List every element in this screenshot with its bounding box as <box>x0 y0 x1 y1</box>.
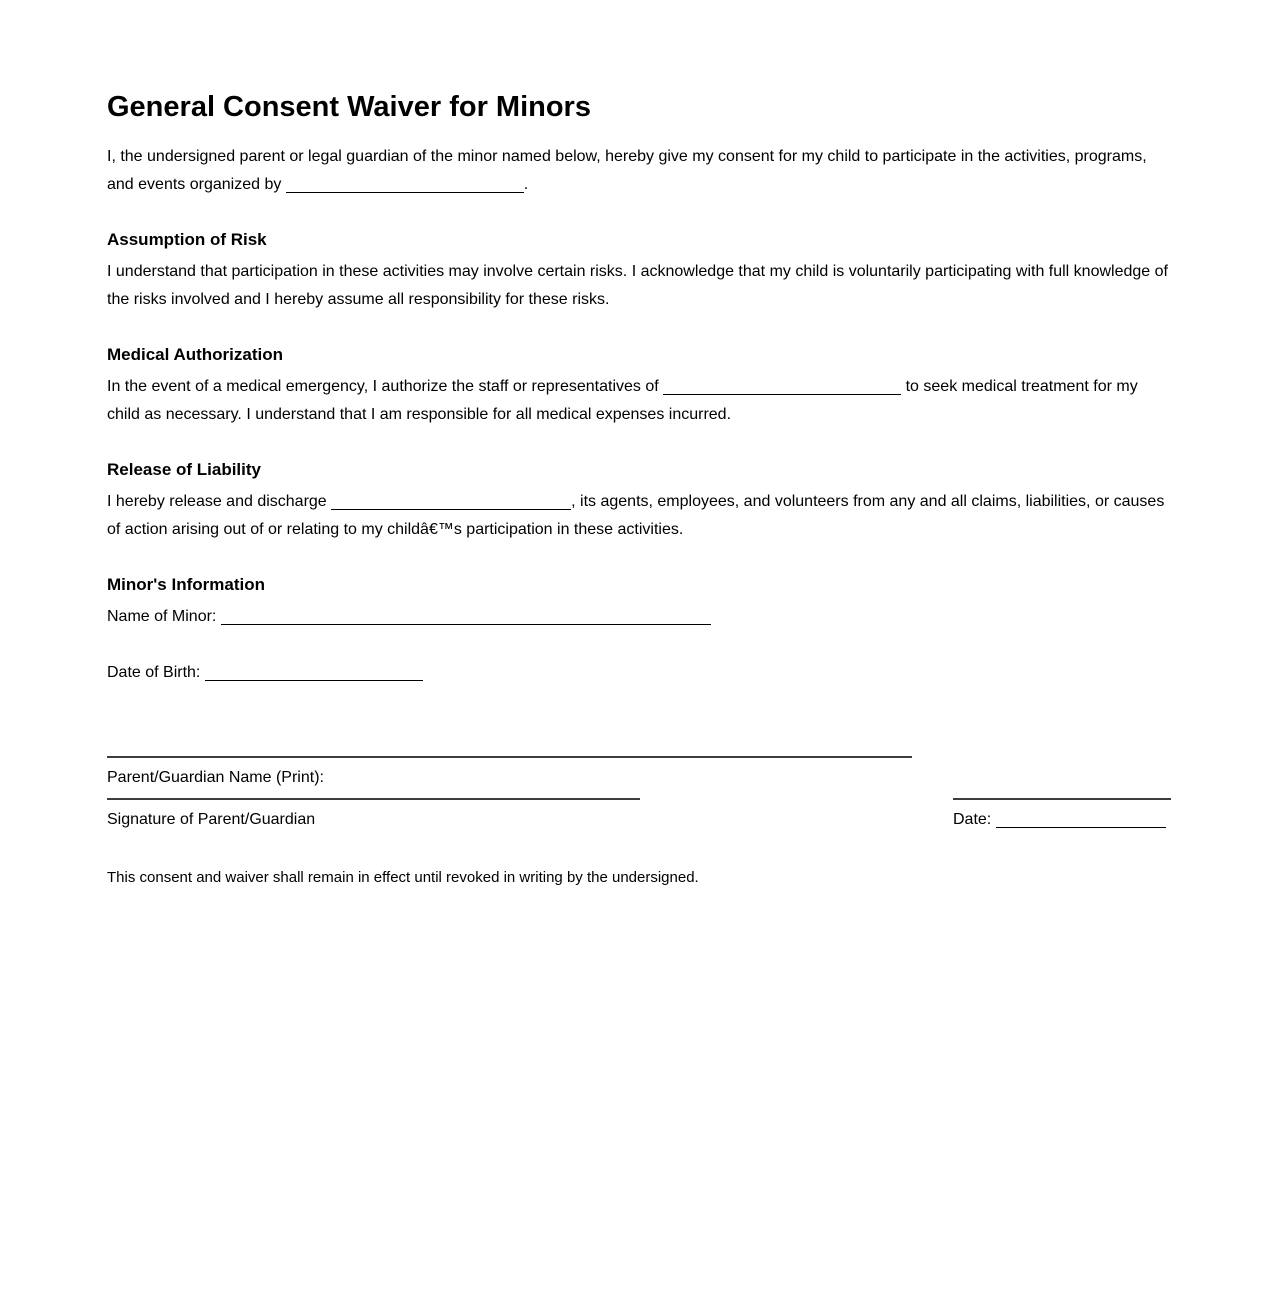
medical-text-after-blank: to seek medical treatment for my child as necessary. I understand that I am responsible for all medical expenses incurred. <box>107 378 1138 423</box>
date-row <box>953 806 1171 834</box>
release-of-liability-paragraph <box>107 488 1171 544</box>
signature-date-row <box>107 798 1171 834</box>
date-label: Date: <box>953 811 996 828</box>
section-heading-release-of-liability: Release of Liability <box>107 460 261 479</box>
medical-authorization-paragraph <box>107 373 1171 429</box>
section-heading-assumption-of-risk: Assumption of Risk <box>107 230 267 249</box>
section-heading-medical-authorization: Medical Authorization <box>107 345 283 364</box>
revocation-note: This consent and waiver shall remain in effect until revoked in writing by the undersigned. <box>107 869 699 886</box>
signature-block <box>107 756 1171 834</box>
guardian-signature-line <box>107 798 640 800</box>
release-organization-blank <box>331 498 571 510</box>
section-heading-minors-information: Minor's Information <box>107 575 265 594</box>
release-text-after-blank: , its agents, employees, and volunteers from any and all claims, liabilities, or causes of action arising out of or relating to my childâ€™s participation in these activities. <box>107 493 1165 538</box>
medical-text-before-blank: In the event of a medical emergency, I authorize the staff or representatives of <box>107 378 664 395</box>
intro-text-after-blank: . <box>523 176 529 193</box>
name-of-minor-label: Name of Minor: <box>107 608 221 625</box>
guardian-signature-label: Signature of Parent/Guardian <box>107 811 316 828</box>
intro-paragraph <box>107 143 1171 199</box>
printed-name-label: Parent/Guardian Name (Print): <box>107 769 324 786</box>
printed-name-signature-line <box>107 756 912 758</box>
organization-name-blank <box>286 181 524 193</box>
page-title: General Consent Waiver for Minors <box>107 91 591 123</box>
date-of-birth-label: Date of Birth: <box>107 664 205 681</box>
signature-column <box>107 798 640 834</box>
assumption-of-risk-paragraph: I understand that participation in these activities may involve certain risks. I acknowledge that my child is voluntarily participating with full knowledge of the risks involved and I hereby assume all responsibility for these risks. <box>107 263 1168 308</box>
release-text-before-blank: I hereby release and discharge <box>107 493 332 510</box>
name-of-minor-blank <box>221 613 711 625</box>
date-of-birth-row <box>107 659 1171 687</box>
date-blank <box>996 816 1166 828</box>
date-signature-line <box>953 798 1171 800</box>
date-of-birth-blank <box>205 669 423 681</box>
date-column <box>953 798 1171 834</box>
intro-text-before-blank: I, the undersigned parent or legal guardian of the minor named below, hereby give my consent for my child to participate in the activities, programs, and events organized by <box>107 148 1147 193</box>
medical-organization-blank <box>663 383 901 395</box>
name-of-minor-row <box>107 603 1171 631</box>
